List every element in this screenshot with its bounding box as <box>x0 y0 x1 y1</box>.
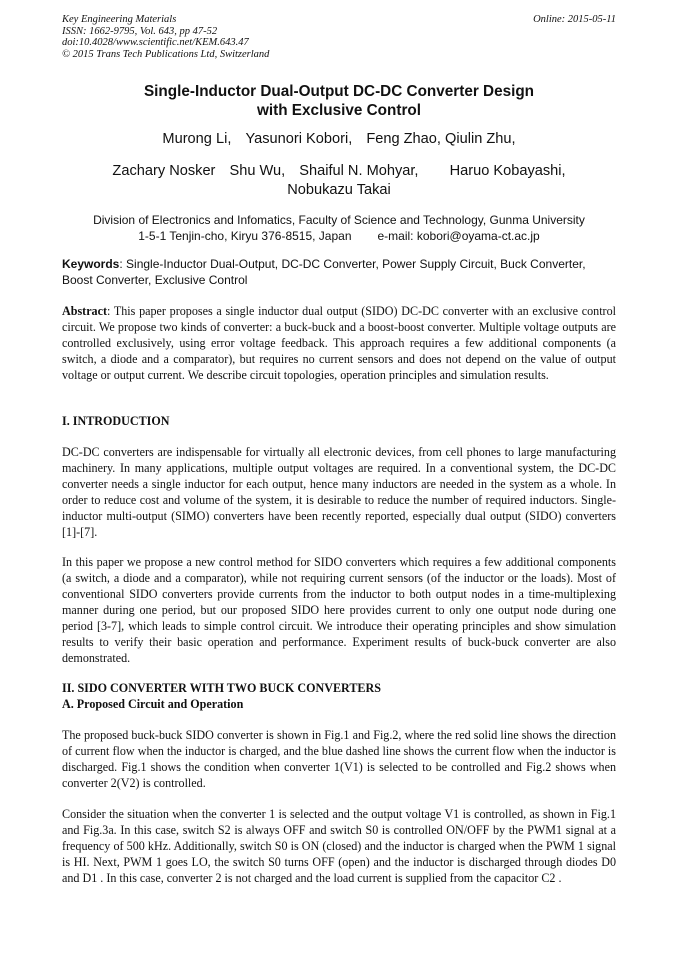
author: Nobukazu Takai <box>287 182 391 198</box>
intro-paragraph-2: In this paper we propose a new control method for SIDO converters which requires a few additional components (a switch, a diode and a comparator), while not requiring current sensors (of the inductor or the loads). Most of conventional SIDO converters provide currents from the inductor to both output nodes in a time-multiplexing manner during one period, but our proposed SIDO here provides current to only one output node during one period [3-7], which leads to simple control circuit. We introduce their operating principles and show simulation results to verify their basic operation and performance. Experiment results of buck-buck converter are also demonstrated. <box>62 555 616 665</box>
authors-line-2 <box>62 163 616 179</box>
author: Yasunori Kobori, <box>245 131 353 147</box>
affiliation <box>62 212 616 244</box>
author: Feng Zhao, Qiulin Zhu, <box>366 131 516 147</box>
author: Zachary Nosker <box>112 163 216 179</box>
abstract-text: : This paper proposes a single inductor dual output (SIDO) DC-DC converter with an exclusive control circuit. We propose two kinds of converter: a buck-buck and a boost-boost converter. Multiple voltage outputs are controlled exclusively, using error voltage feedback. This approach requires a few additional components (a switch, a diode and a comparator), but requires no current sensors and does not depend on the value of output voltage or output current. We describe circuit topologies, operation principles and simulation results. <box>62 304 616 382</box>
section-heading-sido-buck: II. SIDO CONVERTER WITH TWO BUCK CONVERTERS <box>62 681 381 695</box>
section-heading-introduction: I. INTRODUCTION <box>62 414 170 428</box>
keywords-label: Keywords <box>62 257 120 271</box>
author: Shaiful N. Mohyar, <box>299 163 419 179</box>
affiliation-email: e-mail: kobori@oyama-ct.ac.jp <box>377 229 540 243</box>
author: Shu Wu, <box>229 163 286 179</box>
online-date: Online: 2015-05-11 <box>533 14 616 25</box>
subsection-heading-proposed-circuit: A. Proposed Circuit and Operation <box>62 697 244 711</box>
section2-paragraph-2: Consider the situation when the converter 1 is selected and the output voltage V1 is controlled, as shown in Fig.1 and Fig.3a. In this case, switch S2 is always OFF and switch S0 is controlled ON/OFF by the PWM1 signal at a frequency of 500 kHz. Additionally, switch S0 is ON (closed) and the inductor is charged when the PWM 1 signal is HI. Next, PWM 1 goes LO, the switch S0 turns OFF (open) and the inductor is discharged through diodes D0 and D1 . In this case, converter 2 is not charged and the load current is supplied from the capacitor C2 . <box>62 807 616 885</box>
paper-title <box>62 82 616 120</box>
keywords <box>62 256 616 288</box>
keywords-text: : Single-Inductor Dual-Output, DC-DC Converter, Power Supply Circuit, Buck Converter, Boost Converter, Exclusive Control <box>62 257 586 287</box>
abstract <box>62 303 616 383</box>
author: Murong Li, <box>162 131 232 147</box>
intro-paragraph-1: DC-DC converters are indispensable for virtually all electronic devices, from cell phones to large manufacturing machinery. In many applications, multiple output voltages are required. In a conventional system, the DC-DC converter needs a single inductor for each output, hence many inductors are needed in the system as a whole. In order to reduce cost and volume of the system, it is desirable to reduce the number of required inductors. Single-inductor multi-output (SIMO) converters have been recently reported, especially dual output (SIDO) converters [1]-[7]. <box>62 445 616 539</box>
title-line-2: with Exclusive Control <box>256 102 422 119</box>
copyright-line: © 2015 Trans Tech Publications Ltd, Switzerland <box>62 48 270 60</box>
journal-name: Key Engineering Materials <box>62 14 177 25</box>
doi-line: doi:10.4028/www.scientific.net/KEM.643.47 <box>62 37 249 49</box>
author: Haruo Kobayashi, <box>449 163 566 179</box>
issn-line: ISSN: 1662-9795, Vol. 643, pp 47-52 <box>62 25 218 37</box>
affiliation-address: 1-5-1 Tenjin-cho, Kiryu 376-8515, Japan <box>138 229 352 243</box>
authors-line-3 <box>62 182 616 198</box>
title-line-1: Single-Inductor Dual-Output DC-DC Converter Design <box>143 83 535 100</box>
page-header <box>62 14 616 60</box>
section2-paragraph-1: The proposed buck-buck SIDO converter is shown in Fig.1 and Fig.2, where the red solid line shows the direction of current flow when the inductor is charged, and the blue dashed line shows the current flow when the inductor is discharged. Fig.1 shows the condition when converter 1(V1) is selected to be controlled and Fig.2 shows when converter 2(V2) is controlled. <box>62 728 616 790</box>
abstract-label: Abstract <box>62 304 108 318</box>
affiliation-address-line <box>62 228 616 244</box>
affiliation-institution: Division of Electronics and Infomatics, Faculty of Science and Technology, Gunma University <box>93 213 585 227</box>
authors-line-1 <box>62 131 616 147</box>
